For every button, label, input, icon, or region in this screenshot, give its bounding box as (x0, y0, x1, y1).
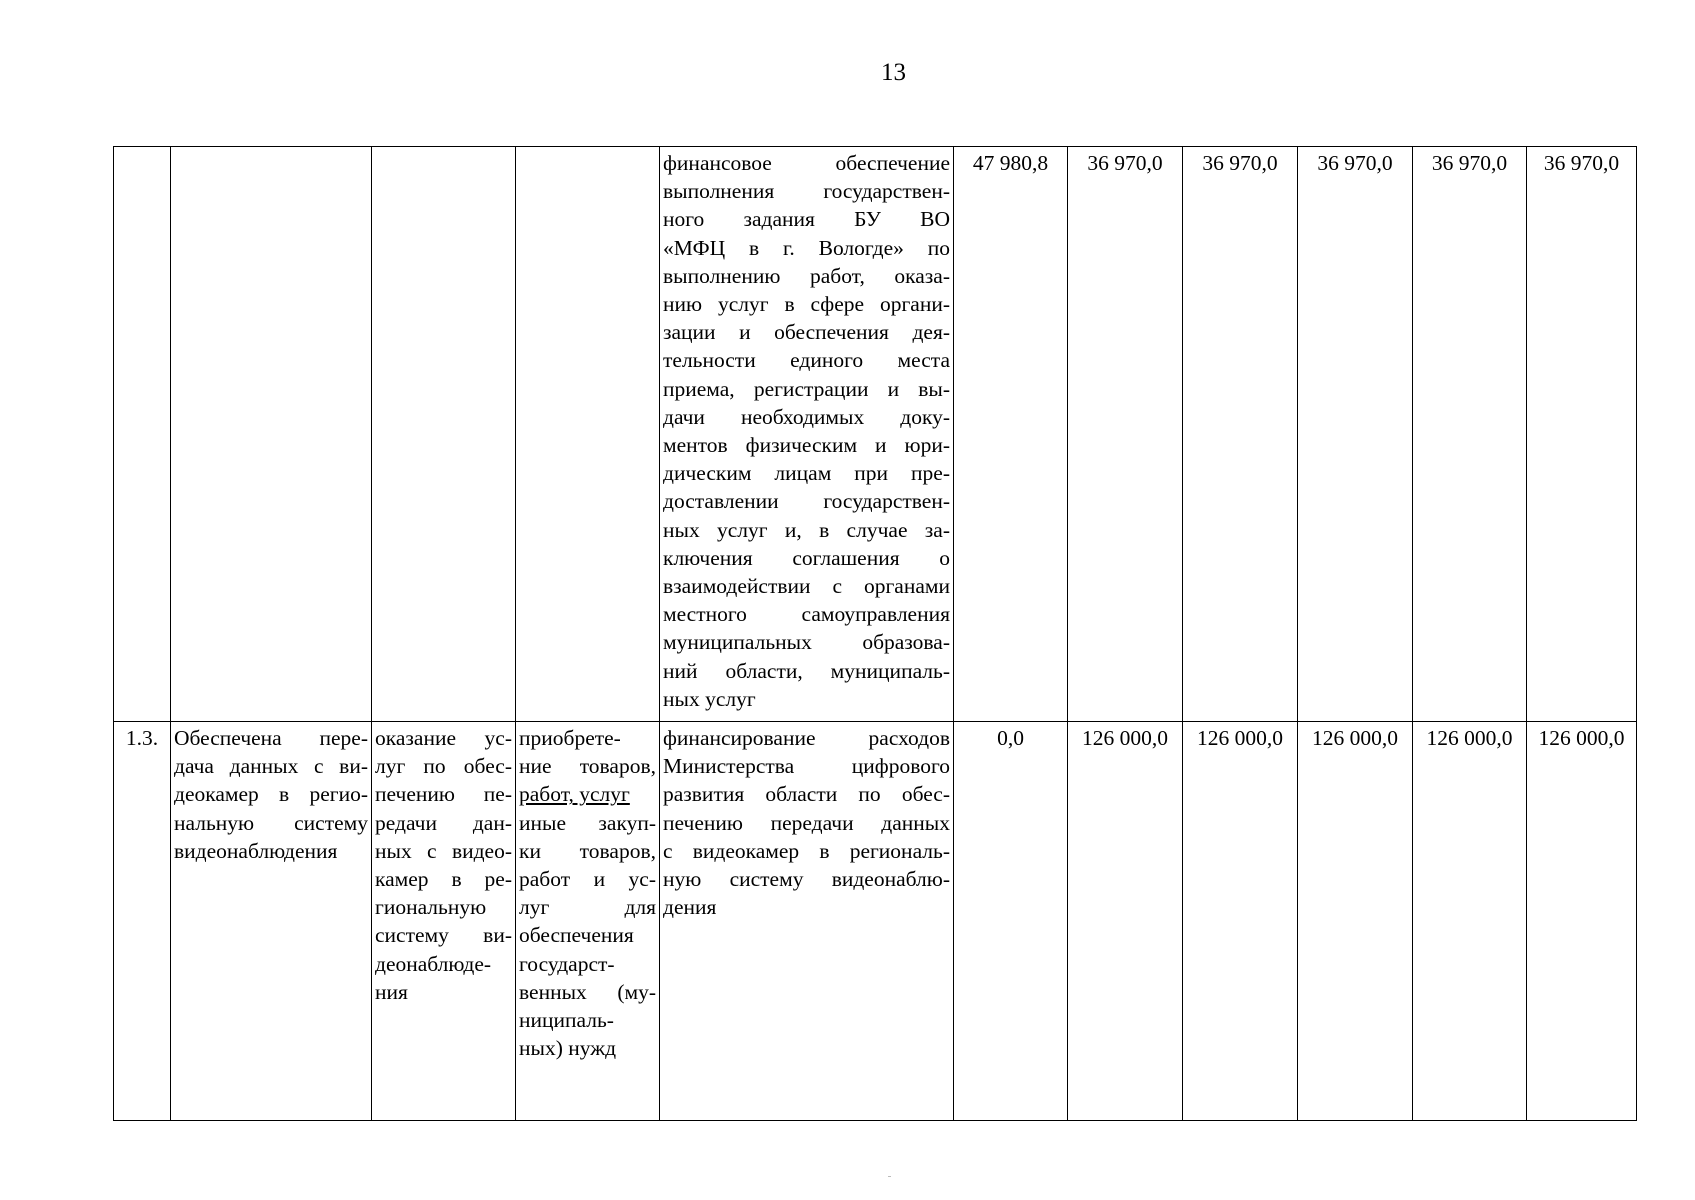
text-line: ных) нужд (519, 1036, 617, 1061)
text-line: работ и ус- (519, 867, 656, 892)
value-cell: 126 000,0 (1413, 722, 1527, 1121)
text-line: «МФЦ в г. Вологде» по (663, 235, 950, 260)
value-cell: 36 970,0 (1413, 147, 1527, 722)
text-line: государст- (519, 951, 615, 976)
text-line: гиональную (375, 895, 487, 920)
text-line: систему ви- (375, 923, 512, 948)
text-line: ных услуг и, в случае за- (663, 517, 950, 542)
text-line: видеонаблюдения (174, 838, 338, 863)
text-line: луг для (519, 895, 656, 920)
text-line: дическим лицам при пре- (663, 461, 950, 486)
text-line: венных (му- (519, 979, 656, 1004)
activities-table (113, 146, 1637, 1121)
text-line: оказание ус- (375, 726, 512, 750)
text-line: деокамер в регио- (174, 782, 368, 807)
text-line: ную систему видеонаблю- (663, 867, 950, 892)
text-line: ного задания БУ ВО (663, 207, 950, 232)
text-line: финансирование расходов (663, 726, 950, 750)
text-line: луг по обес- (375, 754, 512, 779)
event-cell (372, 147, 516, 722)
text-line: печению пе- (375, 782, 512, 807)
row-index: 1.3. (114, 722, 171, 1121)
text-line: развития области по обес- (663, 782, 950, 807)
text-line: камер в ре- (375, 867, 512, 892)
value-cell: 47 980,8 (954, 147, 1068, 722)
value-cell: 36 970,0 (1527, 147, 1637, 722)
text-line: нальную систему (174, 810, 368, 835)
value-cell: 36 970,0 (1068, 147, 1183, 722)
text-line: дача данных с ви- (174, 754, 368, 779)
text-line: выполнению работ, оказа- (663, 263, 950, 288)
table-row (114, 147, 1637, 722)
value-cell: 36 970,0 (1183, 147, 1298, 722)
row-index (114, 147, 171, 722)
result-cell (171, 722, 372, 1121)
text-line: нию услуг в сфере органи- (663, 292, 950, 317)
text-line: иные закуп- (519, 810, 656, 835)
value-cell: 0,0 (954, 722, 1068, 1121)
value-cell: 126 000,0 (1298, 722, 1413, 1121)
text-line: ных с видео- (375, 838, 512, 863)
page-number: 13 (881, 59, 906, 86)
value-cell: 36 970,0 (1298, 147, 1413, 722)
description-cell (660, 147, 954, 722)
text-line: с видеокамер в региональ- (663, 838, 950, 863)
text-line: ниципаль- (519, 1008, 614, 1033)
table-row (114, 722, 1637, 1121)
description-cell (660, 722, 954, 1121)
event-cell (372, 722, 516, 1121)
text-line: муниципальных образова- (663, 630, 950, 655)
value-cell: 126 000,0 (1183, 722, 1298, 1121)
text-line: деонаблюде- (375, 951, 492, 976)
text-line: доставлении государствен- (663, 489, 950, 514)
text-line: тельности единого места (663, 348, 950, 373)
direction-cell (516, 722, 660, 1121)
text-line: ние товаров, (519, 754, 656, 779)
text-line: ментов физическим и юри- (663, 433, 950, 458)
text-line: приема, регистрации и вы- (663, 376, 950, 401)
text-line: взаимодействии с органами (663, 574, 950, 599)
text-line: ки товаров, (519, 838, 656, 863)
text-line: ных услуг (663, 686, 756, 711)
value-cell: 126 000,0 (1527, 722, 1637, 1121)
result-cell (171, 147, 372, 722)
text-line: приобрете- (519, 726, 621, 750)
text-line: работ, услуг (519, 782, 630, 807)
text-line: ключения соглашения о (663, 545, 950, 570)
text-line: дения (663, 895, 717, 920)
text-line: ний области, муниципаль- (663, 658, 950, 683)
value-cell: 126 000,0 (1068, 722, 1183, 1121)
text-line: Обеспечена пере- (174, 726, 368, 750)
direction-cell (516, 147, 660, 722)
text-line: финансовое обеспечение (663, 151, 950, 175)
text-line: местного самоуправления (663, 602, 950, 627)
text-line: ния (375, 979, 408, 1004)
text-line: обеспечения (519, 923, 634, 948)
text-line: Министерства цифрового (663, 754, 950, 779)
scan-dot (888, 1176, 891, 1177)
text-line: зации и обеспечения дея- (663, 320, 950, 345)
text-line: печению передачи данных (663, 810, 950, 835)
text-line: выполнения государствен- (663, 179, 950, 204)
text-line: редачи дан- (375, 810, 512, 835)
text-line: дачи необходимых доку- (663, 404, 950, 429)
